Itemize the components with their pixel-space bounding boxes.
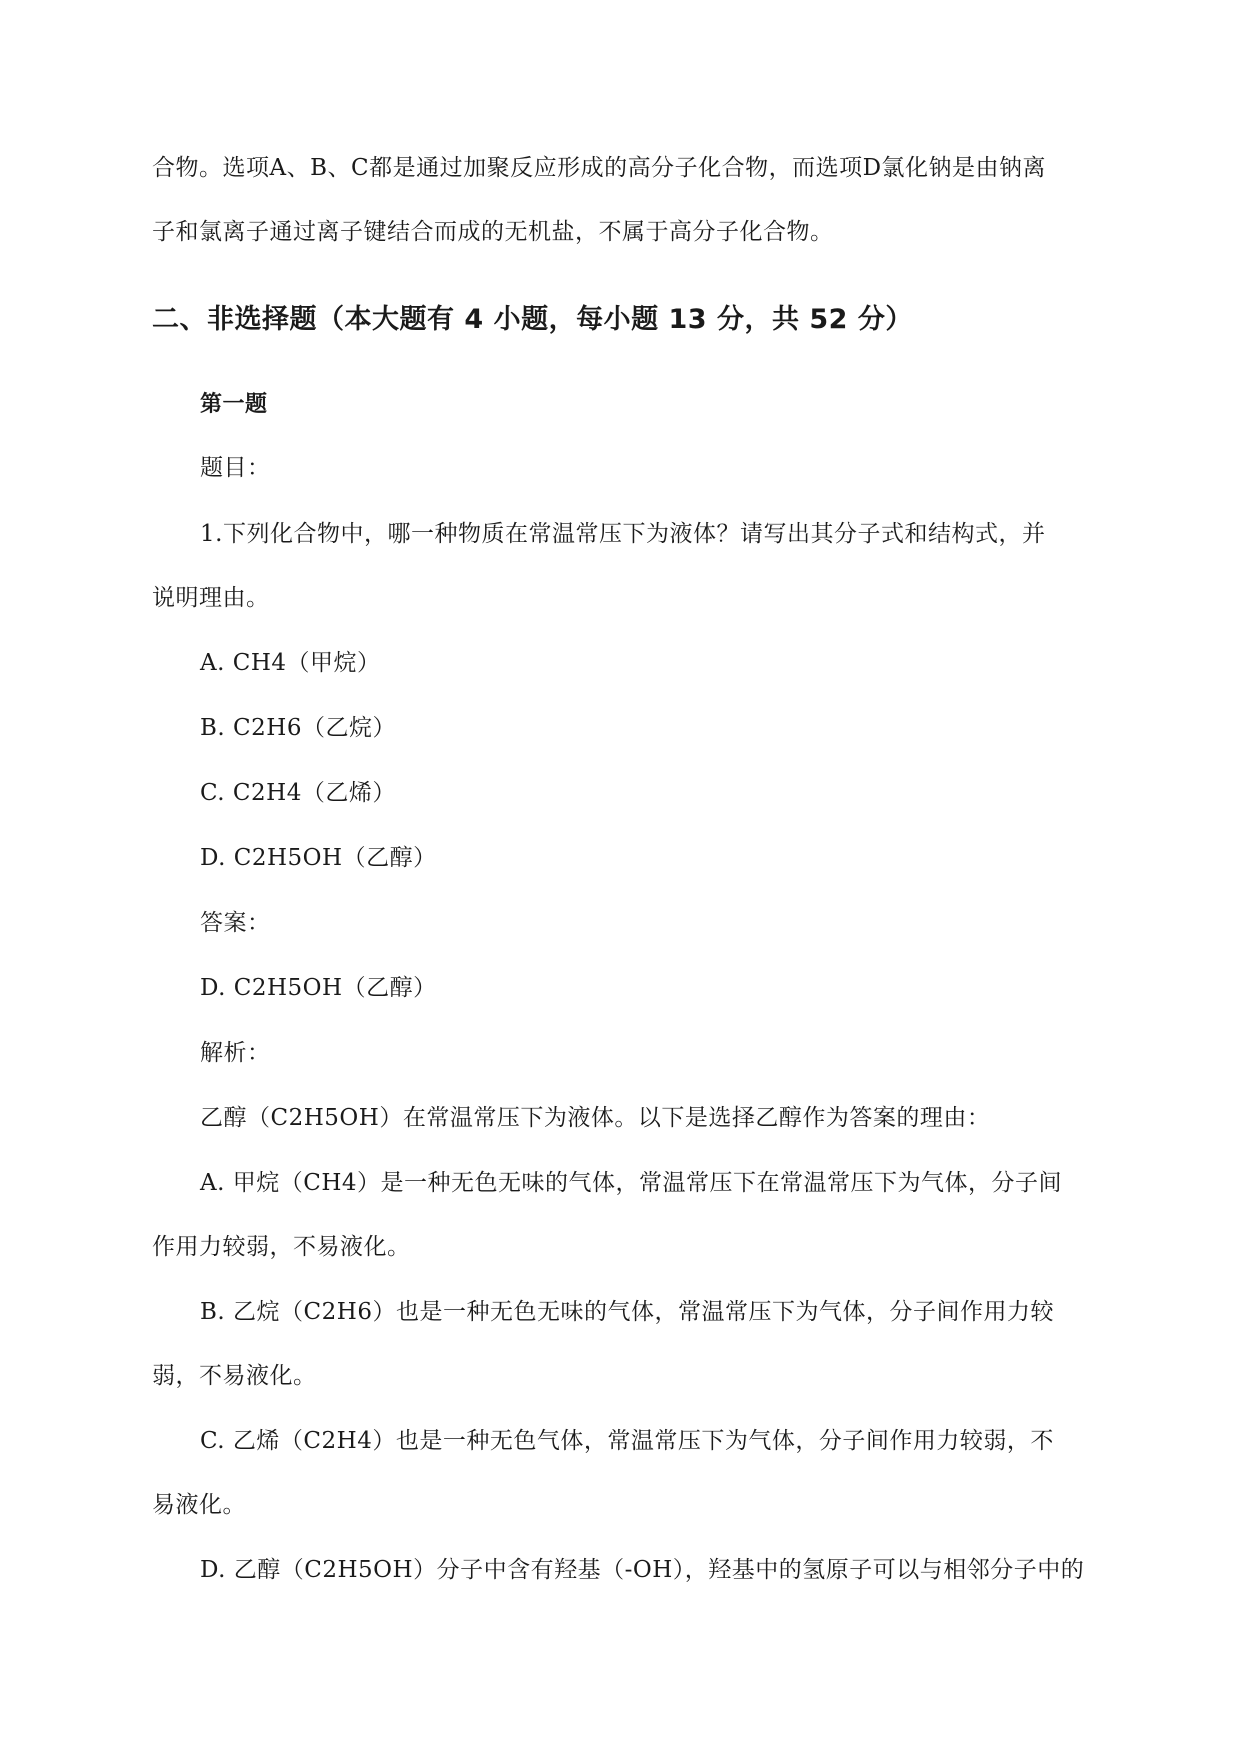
analysis-line: 弱，不易液化。 [152,1363,317,1389]
option-item: C. C2H4（乙烯） [200,780,396,806]
paragraph-line: 合物。选项A、B、C都是通过加聚反应形成的高分子化合物，而选项D氯化钠是由钠离 [152,155,1047,181]
answer-label: 答案： [200,910,271,936]
analysis-line: 作用力较弱，不易液化。 [152,1234,411,1260]
analysis-line: 乙醇（C2H5OH）在常温常压下为液体。以下是选择乙醇作为答案的理由： [200,1105,991,1131]
analysis-line: C. 乙烯（C2H4）也是一种无色气体，常温常压下为气体，分子间作用力较弱，不 [200,1428,1054,1454]
question-line: 说明理由。 [152,585,270,611]
section-heading: 二、非选择题（本大题有 4 小题，每小题 13 分，共 52 分） [152,304,913,335]
analysis-line: D. 乙醇（C2H5OH）分子中含有羟基（-OH），羟基中的氢原子可以与相邻分子中的 [200,1557,1085,1583]
answer-text: D. C2H5OH（乙醇） [200,975,437,1001]
paragraph-line: 子和氯离子通过离子键结合而成的无机盐，不属于高分子化合物。 [152,219,834,245]
option-item: B. C2H6（乙烷） [200,715,396,741]
question-label: 题目： [200,455,271,481]
analysis-line: A. 甲烷（CH4）是一种无色无味的气体，常温常压下在常温常压下为气体，分子间 [200,1170,1063,1196]
question-title: 第一题 [200,392,268,417]
analysis-line: 易液化。 [152,1492,246,1518]
option-item: A. CH4（甲烷） [200,650,381,676]
option-item: D. C2H5OH（乙醇） [200,845,437,871]
question-line: 1.下列化合物中，哪一种物质在常温常压下为液体？请写出其分子式和结构式，并 [200,521,1046,547]
analysis-label: 解析： [200,1040,271,1066]
analysis-line: B. 乙烷（C2H6）也是一种无色无味的气体，常温常压下为气体，分子间作用力较 [200,1299,1054,1325]
